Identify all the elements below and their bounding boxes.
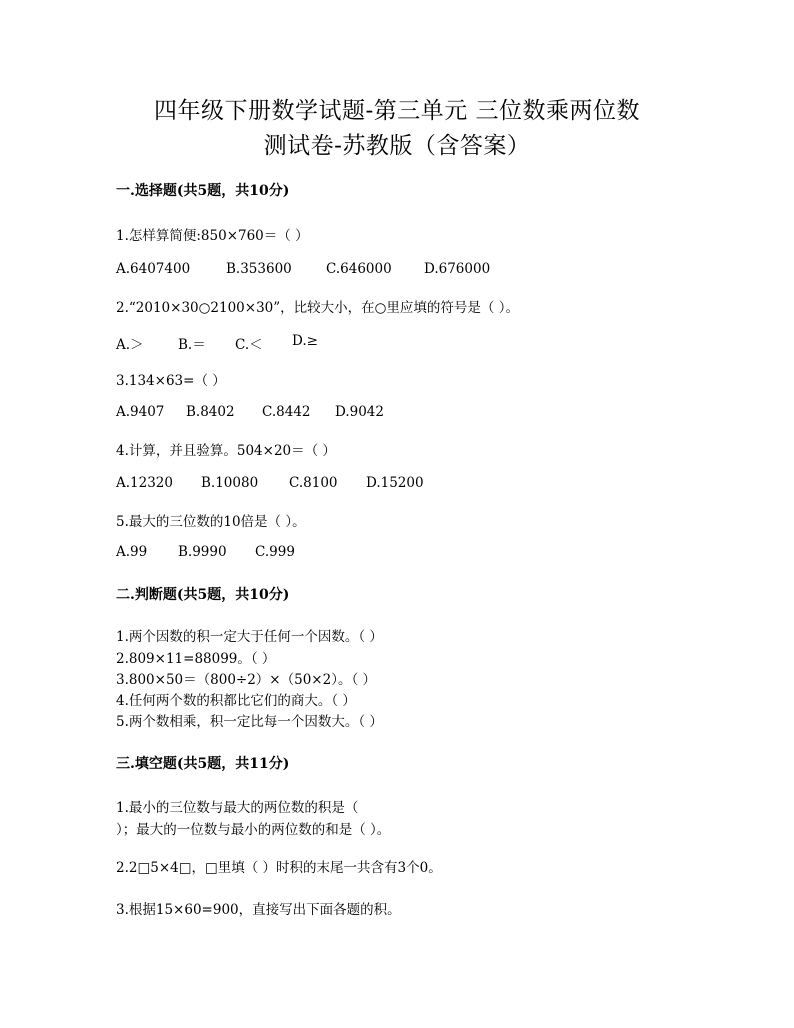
question-stem: 2.“2010×30○2100×30”，比较大小，在○里应填的符号是（ ）。	[116, 300, 519, 316]
option-b: B.9990	[178, 544, 227, 560]
option-a: A.99	[116, 544, 148, 560]
option-b: B.10080	[201, 475, 259, 491]
option-c: C.8100	[289, 475, 338, 491]
doc-title-line2: 测试卷-苏教版（含答案）	[263, 133, 531, 159]
fill-item: 2.2□5×4□，□里填（ ）时积的末尾一共含有3个0。	[116, 860, 442, 876]
section-heading-fill: 三.填空题(共5题，共11分)	[116, 756, 290, 772]
judge-item: 5.两个数相乘，积一定比每一个因数大。（ ）	[116, 714, 383, 730]
option-b: B.＝	[178, 337, 206, 353]
question-stem: 4.计算，并且验算。504×20＝（ ）	[116, 443, 336, 459]
judge-item: 3.800×50＝（800÷2）×（50×2）。（ ）	[116, 672, 376, 688]
option-b: B.353600	[226, 261, 292, 277]
section-heading-choice: 一.选择题(共5题，共10分)	[116, 183, 290, 199]
option-d: D.15200	[366, 475, 424, 491]
doc-title-line1: 四年级下册数学试题-第三单元 三位数乘两位数	[153, 98, 641, 124]
fill-item: ）；最大的一位数与最小的两位数的和是（ ）。	[116, 822, 391, 838]
option-d: D.676000	[424, 261, 491, 277]
option-a: A.12320	[116, 475, 173, 491]
option-a: A.9407	[116, 404, 165, 420]
option-c: C.999	[255, 544, 295, 560]
question-stem: 3.134×63=（ ）	[116, 373, 226, 389]
option-a: A.6407400	[116, 261, 191, 277]
option-c: C.646000	[326, 261, 392, 277]
question-stem: 5.最大的三位数的10倍是（ ）。	[116, 514, 306, 530]
fill-item: 3.根据15×60=900，直接写出下面各题的积。	[116, 902, 401, 918]
option-d: D.9042	[335, 404, 384, 420]
option-a: A.＞	[116, 337, 144, 353]
judge-item: 4.任何两个数的积都比它们的商大。（ ）	[116, 693, 356, 709]
judge-item: 1.两个因数的积一定大于任何一个因数。（ ）	[116, 629, 383, 645]
option-d: D.≥	[292, 333, 318, 349]
option-c: C.8442	[262, 404, 311, 420]
option-c: C.＜	[235, 337, 263, 353]
fill-item: 1.最小的三位数与最大的两位数的积是（	[116, 800, 359, 816]
judge-item: 2.809×11=88099。（ ）	[116, 651, 276, 667]
option-b: B.8402	[186, 404, 235, 420]
question-stem: 1.怎样算简便:850×760＝（ ）	[116, 228, 309, 244]
section-heading-judge: 二.判断题(共5题，共10分)	[116, 587, 290, 603]
